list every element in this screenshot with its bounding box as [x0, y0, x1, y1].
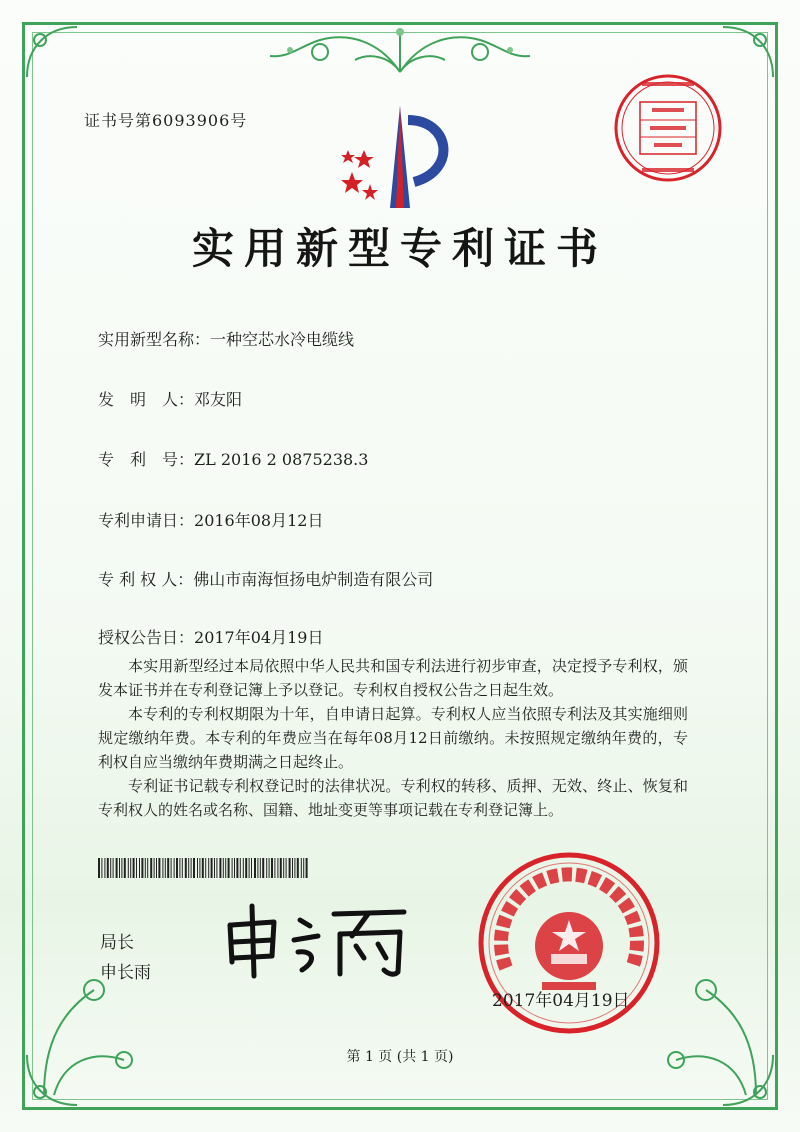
barcode-bar: [306, 858, 308, 878]
barcode-bar: [158, 858, 160, 878]
barcode-bar: [121, 858, 122, 878]
handwritten-signature-icon: [222, 900, 412, 980]
barcode-bar: [297, 858, 299, 878]
barcode-bar: [232, 858, 233, 878]
field-value: ZL 2016 2 0875238.3: [194, 450, 369, 469]
corner-ornament-icon: [22, 22, 82, 82]
barcode-bar: [147, 858, 148, 878]
barcode-bar: [185, 858, 187, 878]
barcode-bar: [141, 858, 143, 878]
barcode-bar: [294, 858, 295, 878]
barcode-bar: [205, 858, 206, 878]
field-value: 一种空芯水冷电缆线: [210, 330, 355, 349]
barcode-bar: [130, 858, 131, 878]
signatory-title: 局长: [100, 933, 134, 953]
field-value: 2017年04月19日: [194, 628, 324, 647]
barcode-bar: [202, 858, 204, 878]
barcode-bar: [289, 858, 291, 878]
barcode-bar: [301, 858, 302, 878]
barcode-bar: [251, 858, 252, 878]
barcode-bar: [98, 858, 100, 878]
barcode-bar: [136, 858, 137, 878]
barcode-bar: [156, 858, 157, 878]
bottom-right-ornament-icon: [656, 950, 766, 1100]
barcode-bar: [260, 858, 261, 878]
certificate-body: [98, 654, 688, 822]
field-patentee: [98, 567, 433, 590]
barcode-bar: [101, 858, 102, 878]
barcode-bar: [165, 858, 166, 878]
barcode-bar: [107, 858, 109, 878]
body-paragraph: 本实用新型经过本局依照中华人民共和国专利法进行初步审查，决定授予专利权，颁发本证书并在专利登记簿上予以登记。专利权自授权公告之日起生效。: [98, 657, 688, 699]
page-number: 第 1 页 (共 1 页): [346, 1049, 454, 1065]
barcode-bar: [240, 858, 241, 878]
field-utility-model-name: [98, 327, 354, 350]
barcode-bar: [133, 858, 135, 878]
barcode-bar: [145, 858, 146, 878]
barcode-bar: [225, 858, 226, 878]
field-value: 2016年08月12日: [194, 511, 324, 530]
corner-ornament-icon: [718, 22, 778, 82]
field-label: 发 明 人：: [98, 390, 195, 409]
barcode-bar: [128, 858, 129, 878]
barcode-bar: [234, 858, 235, 878]
barcode-bar: [162, 858, 163, 878]
barcode-bar: [280, 858, 282, 878]
barcode-bar: [110, 858, 111, 878]
barcode-bar: [119, 858, 120, 878]
barcode-bar: [154, 858, 155, 878]
barcode-bar: [254, 858, 256, 878]
certificate-title: 实用新型专利证书: [191, 224, 608, 273]
barcode-bar: [150, 858, 152, 878]
field-inventor: [98, 387, 242, 410]
barcode-bar: [176, 858, 178, 878]
barcode-bar: [228, 858, 230, 878]
barcode-icon: [98, 858, 308, 878]
barcode-bar: [262, 858, 264, 878]
barcode-bar: [211, 858, 213, 878]
field-grant-date: [98, 625, 323, 648]
certificate-number: 证书号第6093906号: [84, 111, 248, 130]
barcode-bar: [257, 858, 258, 878]
barcode-bar: [197, 858, 198, 878]
barcode-bar: [214, 858, 215, 878]
barcode-bar: [271, 858, 273, 878]
barcode-bar: [249, 858, 250, 878]
barcode-bar: [199, 858, 200, 878]
barcode-bar: [277, 858, 278, 878]
barcode-bar: [179, 858, 180, 878]
barcode-bar: [208, 858, 209, 878]
barcode-bar: [303, 858, 304, 878]
field-label: 专利申请日：: [98, 511, 195, 530]
barcode-bar: [223, 858, 224, 878]
barcode-bar: [167, 858, 169, 878]
barcode-bar: [188, 858, 189, 878]
top-ornament-icon: [250, 22, 550, 82]
barcode-bar: [236, 858, 238, 878]
patent-office-emblem-icon: [330, 100, 470, 210]
barcode-bar: [216, 858, 217, 878]
barcode-bar: [193, 858, 195, 878]
body-paragraph: 专利证书记载专利权登记时的法律状况。专利权的转移、质押、无效、终止、恢复和专利权人的姓名或名称、国籍、地址变更等事项记载在专利登记簿上。: [98, 777, 688, 819]
tax-seal-stamp-icon: [612, 72, 724, 184]
field-label: 专 利 号：: [98, 450, 195, 469]
barcode-bar: [286, 858, 287, 878]
barcode-bar: [283, 858, 284, 878]
barcode-bar: [219, 858, 221, 878]
barcode-bar: [191, 858, 192, 878]
barcode-bar: [124, 858, 126, 878]
barcode-bar: [182, 858, 183, 878]
barcode-bar: [104, 858, 105, 878]
field-value: 佛山市南海恒扬电炉制造有限公司: [193, 570, 434, 589]
field-label: 实用新型名称：: [98, 330, 211, 349]
barcode-bar: [292, 858, 293, 878]
barcode-bar: [243, 858, 244, 878]
body-paragraph: 本专利的专利权期限为十年，自申请日起算。专利权人应当依照专利法及其实施细则规定缴纳年费。本专利的年费应当在每年08月12日前缴纳。未按照规定缴纳年费的，专利权自应当缴纳年费期满之日起终止。: [98, 705, 688, 771]
barcode-bar: [266, 858, 267, 878]
barcode-bar: [174, 858, 175, 878]
field-value: 邓友阳: [194, 390, 243, 409]
barcode-bar: [139, 858, 140, 878]
signatory-name: 申长雨: [100, 963, 151, 983]
barcode-bar: [116, 858, 118, 878]
barcode-bar: [113, 858, 114, 878]
field-label: 专 利 权 人：: [98, 570, 194, 589]
issue-date: 2017年04月19日: [492, 991, 630, 1011]
barcode-bar: [274, 858, 275, 878]
barcode-bar: [245, 858, 247, 878]
barcode-bar: [269, 858, 270, 878]
field-application-date: [98, 508, 323, 531]
barcode-bar: [171, 858, 172, 878]
field-label: 授权公告日：: [98, 628, 195, 647]
field-patent-number: [98, 447, 368, 470]
